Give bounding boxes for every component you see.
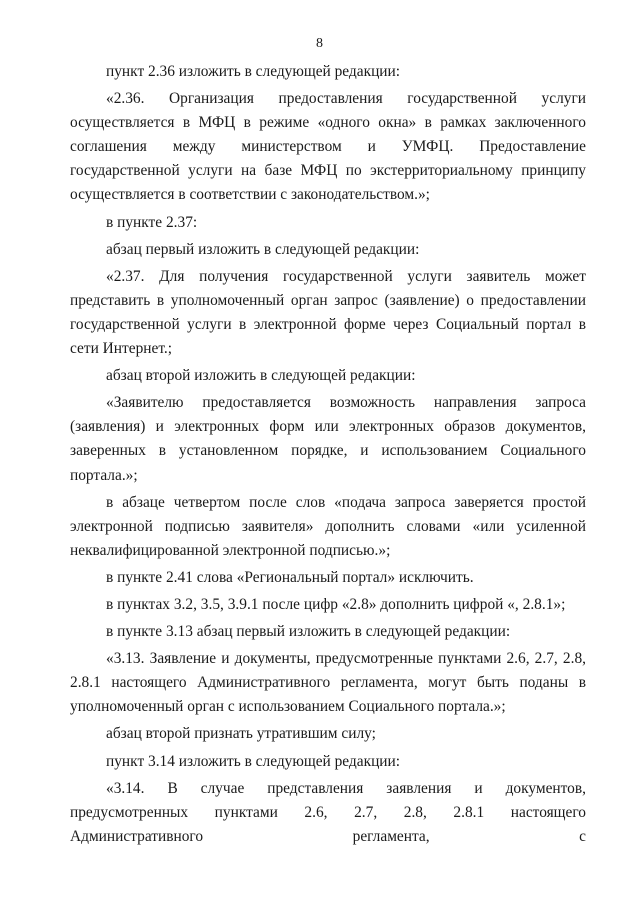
paragraph-item-3-14-text: «3.14. В случае представления заявления и документов, предусмотренных пунктами 2.6, 2.7, 2.8, 2.8.1 настоящего Административного регламента, с (70, 779, 586, 845)
paragraph-second-abzac-intro: абзац второй изложить в следующей редакции: (106, 367, 416, 385)
paragraph-item-2-37-text: «2.37. Для получения государственной услуги заявитель может представить в уполномоченный орган запрос (заявление) о предоставлении государственной услуги в электронной форме через Социальный портал в сети Интернет.; (70, 267, 586, 358)
paragraph-second-abzac-void: абзац второй признать утратившим силу; (106, 725, 376, 743)
paragraph-first-abzac-intro: абзац первый изложить в следующей редакции: (106, 240, 420, 258)
paragraph-item-2-37-intro: в пункте 2.37: (106, 213, 198, 231)
paragraph-applicant-text: «Заявителю предоставляется возможность направления запроса (заявления) и электронных форм или электронных образов документов, заверенных в установленном порядке, и использованием Социального портала.»; (70, 394, 586, 484)
paragraph-item-2-36-intro: пункт 2.36 изложить в следующей редакции: (106, 63, 401, 80)
paragraph-item-3-13-text: «3.13. Заявление и документы, предусмотренные пунктами 2.6, 2.7, 2.8, 2.8.1 настоящего Административного регламента, могут быть поданы в уполномоченный орган с использованием Социального портала.»; (70, 650, 586, 716)
document-body (70, 60, 586, 849)
paragraph-item-3-13-intro: в пункте 3.13 абзац первый изложить в следующей редакции: (106, 623, 511, 641)
paragraph-items-3-2: в пунктах 3.2, 3.5, 3.9.1 после цифр «2.8» дополнить цифрой «, 2.8.1»; (106, 595, 566, 613)
page-number: 8 (316, 36, 323, 51)
paragraph-item-3-14-intro: пункт 3.14 изложить в следующей редакции: (106, 752, 401, 770)
paragraph-item-2-36-text: «2.36. Организация предоставления государственной услуги осуществляется в МФЦ в режиме «одного окна» в рамках заключенного соглашения между министерством и УМФЦ. Предоставление государственной услуги на базе МФЦ по экстерриториальному принципу осуществляется в соответствии с законодательством.»; (70, 90, 586, 204)
paragraph-fourth-abzac: в абзаце четвертом после слов «подача запроса заверяется простой электронной подписью заявителя» дополнить словами «или усиленной неквалифицированной электронной подписью.»; (70, 493, 586, 559)
paragraph-item-2-41: в пункте 2.41 слова «Региональный портал» исключить. (106, 568, 474, 586)
